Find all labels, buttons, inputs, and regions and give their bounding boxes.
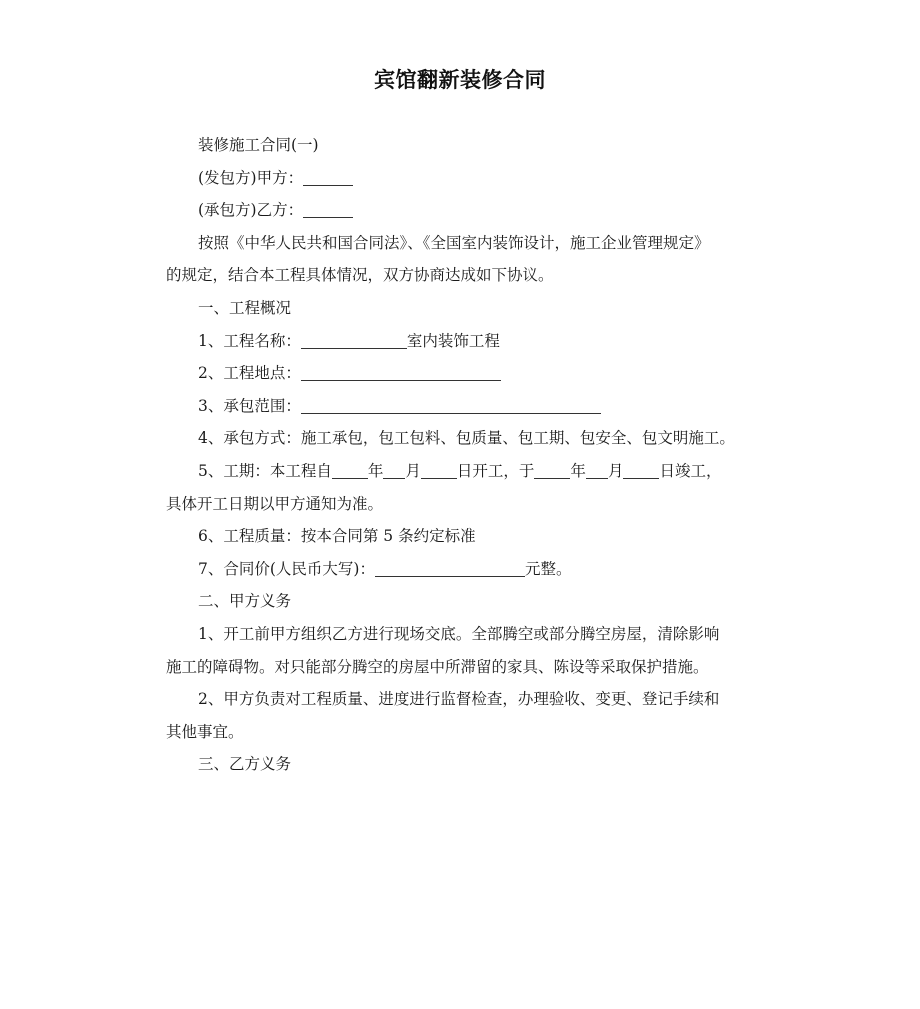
document-body [166,129,766,781]
duty-1-line-1: 1、开工前甲方组织乙方进行现场交底。全部腾空或部分腾空房屋，清除影响 [198,624,720,643]
item-1-line [166,325,766,358]
preamble-line-1: 按照《中华人民共和国合同法》、《全国室内装饰设计，施工企业管理规定》 [198,233,710,252]
item-5-line [166,455,766,488]
party-b-blank [303,202,353,219]
item-3-label: 3、承包范围： [198,396,301,415]
party-a-label: (发包方)甲方： [198,168,304,187]
item-5-prefix: 5、工期：本工程自 [198,461,332,480]
contract-subtitle: 装修施工合同(一) [198,136,319,154]
item-1-blank [301,332,407,349]
item-5-year-blank [332,463,368,480]
item-5-day-blank [421,463,457,480]
party-a-line [166,162,766,195]
party-b-label: (承包方)乙方： [198,201,304,220]
preamble-line-2: 的规定，结合本工程具体情况，双方协商达成如下协议。 [166,266,554,285]
item-7-blank [375,560,525,577]
item-5-month-blank [383,463,405,480]
item-5-day2-blank [623,463,659,480]
item-7-label: 7、合同价(人民币大写)： [198,559,375,578]
section-1-heading: 一、工程概况 [198,298,292,317]
item-2-line [166,357,766,390]
item-7-line [166,553,766,586]
item-2-label: 2、工程地点： [198,364,301,383]
item-7-suffix: 元整。 [524,559,572,578]
item-5-start: 日开工，于 [456,461,535,480]
duty-2-line-2: 其他事宜。 [166,722,244,741]
item-1-suffix: 室内装饰工程 [406,331,500,350]
item-4-line: 4、承包方式：施工承包，包工包料、包质量、包工期、包安全、包文明施工。 [198,429,735,448]
item-6-line: 6、工程质量：按本合同第 5 条约定标准 [198,527,476,546]
item-5-year: 年 [367,461,384,480]
document-title: 宾馆翻新装修合同 [374,68,546,92]
item-5-year2-blank [534,463,570,480]
item-2-blank [301,365,501,382]
item-3-line [166,390,766,423]
section-2-heading: 二、甲方义务 [198,592,292,611]
item-5-month: 月 [405,461,421,480]
duty-2-line-1: 2、甲方负责对工程质量、进度进行监督检查，办理验收、变更、登记手续和 [198,690,720,709]
party-a-blank [303,169,353,186]
item-5-line-2: 具体开工日期以甲方通知为准。 [166,494,384,513]
item-3-blank [301,397,601,414]
item-5-month2-blank [586,463,608,480]
item-5-end: 日竣工， [659,461,722,480]
party-b-line [166,194,766,227]
item-5-month2: 月 [607,461,624,480]
duty-1-line-2: 施工的障碍物。对只能部分腾空的房屋中所滞留的家具、陈设等采取保护措施。 [166,657,709,676]
item-1-label: 1、工程名称： [198,331,301,350]
item-5-year2: 年 [570,461,586,480]
section-3-heading: 三、乙方义务 [198,755,292,774]
